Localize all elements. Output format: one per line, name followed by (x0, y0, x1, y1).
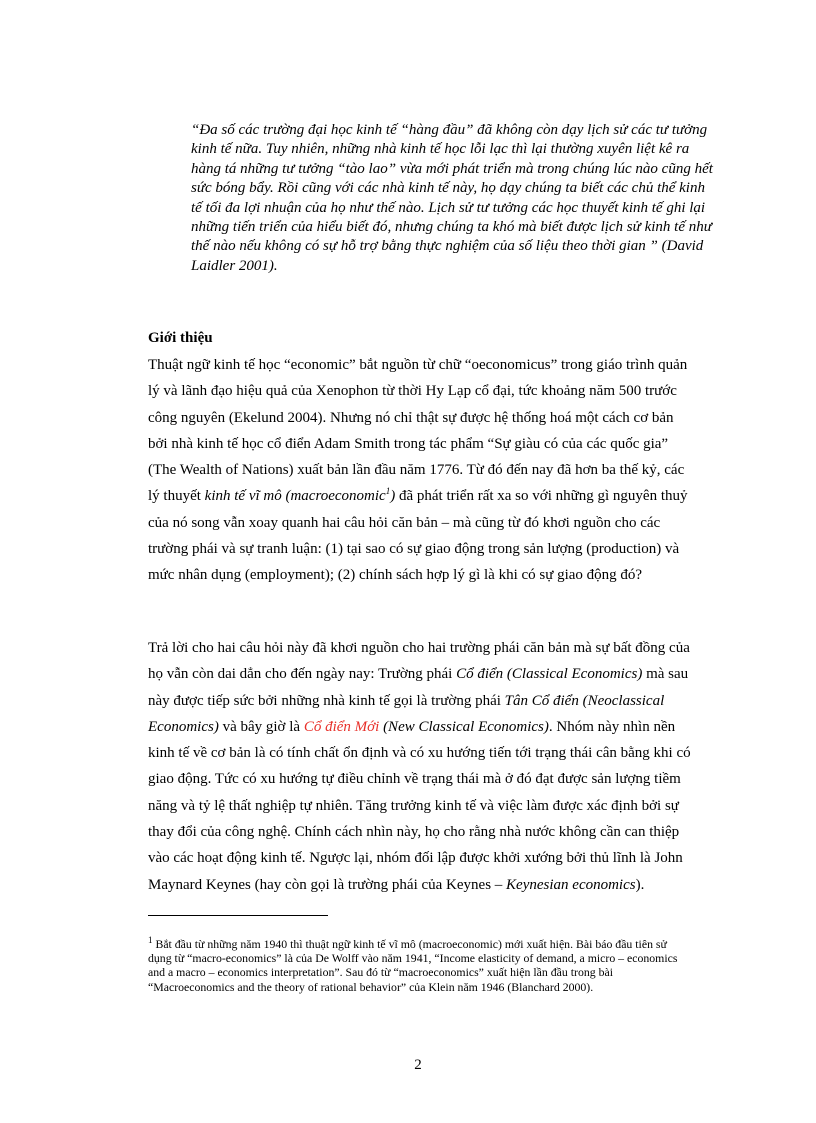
paragraph-text: ). (635, 876, 645, 893)
footnote-separator (148, 915, 328, 916)
paragraph-intro (148, 352, 693, 589)
paragraph-text: Trả lời cho hai câu hỏi này đã khơi nguồn cho hai trường phái căn bản mà sự bất đồng của họ vẫn còn dai dẳn cho đến ngày nay: Trường phái (148, 640, 690, 683)
paragraph-text: Thuật ngữ kinh tế học “economic” bắt nguồn từ chữ “oeconomicus” trong giáo trình quản lý và lãnh đạo hiệu quả của Xenophon từ thời Hy Lạp cổ đại, tức khoảng năm 500 trước công nguyên (Ekelund 2004). Nhưng nó chỉ thật sự được hệ thống hoá một cách cơ bản bởi nhà kinh tế học cổ điển Adam Smith trong tác phẩm “Sự giàu có của các quốc gia” (The Wealth of Nations) xuất bản lần đầu năm 1776. Từ đó đến nay đã hơn ba thế kỷ, các lý thuyết (148, 357, 688, 505)
term-classical: Cổ điển (Classical Economics) (456, 666, 643, 683)
paragraph-text: . Nhóm này nhìn nền kinh tế về cơ bản là có tính chất ổn định và có xu hướng tiến tới trạng thái cân bằng khi có giao động. Tức có xu hướng tự điều chỉnh về trạng thái mà ở đó đạt được sản lượng tiềm năng và tỷ lệ thất nghiệp tự nhiên. Tăng trưởng kinh tế và việc làm được xác định bởi sự thay đổi của công nghệ. Chính cách nhìn này, họ cho rằng nhà nước không cần can thiệp vào các hoạt động kinh tế. Ngược lại, nhóm đối lập được khởi xướng bởi thủ lĩnh là John Maynard Keynes (hay còn gọi là trường phái của Keynes – (148, 718, 691, 893)
section-heading: Giới thiệu (148, 330, 213, 346)
epigraph-quote: “Đa số các trường đại học kinh tế “hàng đầu” đã không còn dạy lịch sử các tư tưởng kinh tế nữa. Tuy nhiên, những nhà kinh tế học lỗi lạc thì lại thường xuyên liệt kê ra hàng tá những tư tưởng “tào lao” vừa mới phát triển mà trong chúng lúc nào cũng hết sức bóng bẩy. Rồi cũng với các nhà kinh tế này, họ dạy chúng ta biết các chủ thể kinh tế tối đa lợi nhuận của họ như thế nào. Lịch sử tư tưởng các học thuyết kinh tế ghi lại những tiến triển của hiểu biết đó, nhưng chúng ta khó mà biết được lịch sử kinh tế như thế nào nếu không có sự hỗ trợ bằng thực nghiệm của số liệu theo thời gian ” (David Laidler 2001). (191, 122, 713, 274)
footnote-ref[interactable]: 1 (385, 486, 391, 497)
term-keynesian: Keynesian economics (506, 876, 636, 893)
paragraph-text: đã phát triển rất xa so với những gì nguyên thuỷ của nó song vẫn xoay quanh hai câu hỏi căn bản – mà cũng từ đó khơi nguồn cho các trường phái và sự tranh luận: (1) tại sao có sự giao động trong sản lượng (production) và mức nhân dụng (employment); (2) chính sách hợp lý gì là khi có sự giao động đó? (148, 488, 688, 584)
footnote (148, 937, 693, 994)
term-neoclassical: Tân Cổ điển (Neoclassical Economics) (148, 692, 665, 735)
paragraph-text: mà sau này được tiếp sức bởi những nhà kinh tế gọi là trường phái (148, 666, 689, 709)
footnote-text: Bắt đầu từ những năm 1940 thì thuật ngữ kinh tế vĩ mô (macroeconomic) mới xuất hiện. Bài báo đầu tiên sử dụng từ “macro-economics” là của De Wolff vào năm 1941, “Income elasticity of demand, a micro – economics and a macro – economics interpretation”. Sau đó từ “macroeconomics” xuất hiện lần đầu trong bài “Macroeconomics and the theory of rational behavior” của Klein năm 1946 (Blanchard 2000). (148, 937, 678, 994)
page-number: 2 (414, 1057, 422, 1073)
paragraph-text: và bây giờ là (218, 718, 304, 735)
term-new-classical: Cổ điển Mới (New Classical Economics) (303, 718, 549, 735)
footnote-number: 1 (148, 935, 153, 946)
paragraph-schools (148, 635, 693, 898)
term-macroeconomic: kinh tế vĩ mô (macroeconomic$^1$) (204, 486, 396, 505)
highlighted-term: Cổ điển Mới (303, 718, 380, 735)
